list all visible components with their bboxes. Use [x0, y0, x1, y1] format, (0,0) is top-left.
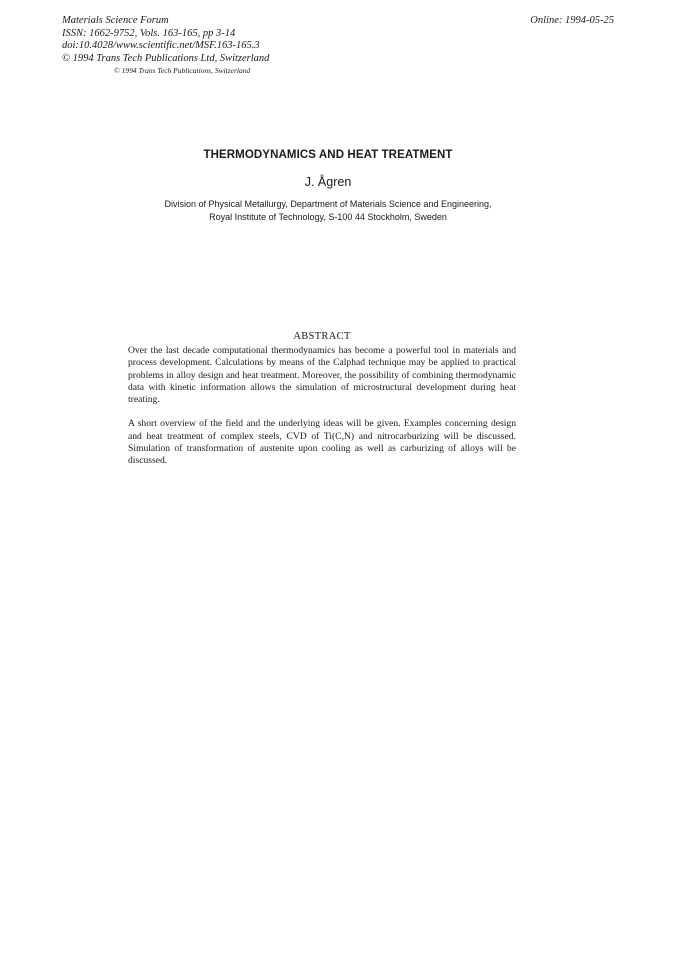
online-date: Online: 1994-05-25	[530, 15, 614, 26]
original-copyright: © 1994 Trans Tech Publications, Switzerland	[114, 66, 251, 75]
publication-metadata	[62, 15, 269, 65]
paper-author: J. Ågren	[304, 175, 352, 189]
paper-title: THERMODYNAMICS AND HEAT TREATMENT	[203, 149, 453, 161]
author-affiliation	[0, 198, 656, 223]
abstract-heading: ABSTRACT	[293, 331, 351, 342]
issn-line: ISSN: 1662-9752, Vols. 163-165, pp 3-14	[62, 27, 236, 39]
doi-line[interactable]: doi:10.4028/www.scientific.net/MSF.163-165.3	[62, 40, 260, 51]
abstract-paragraph-2: A short overview of the field and the underlying ideas will be given. Examples concerning design and heat treatment of complex steels, CVD of Ti(C,N) and nitrocarburizing will be discussed. Simulation of transformation of austenite upon cooling as well as carburizing of alloys will be discussed.	[128, 418, 516, 467]
journal-name: Materials Science Forum	[62, 15, 169, 26]
abstract-body	[128, 345, 516, 480]
copyright-line: © 1994 Trans Tech Publications Ltd, Switzerland	[62, 52, 270, 64]
affiliation-line-1: Division of Physical Metallurgy, Department of Materials Science and Engineering,	[164, 199, 492, 209]
affiliation-line-2: Royal Institute of Technology, S-100 44 Stockholm, Sweden	[209, 211, 447, 222]
abstract-paragraph-1: Over the last decade computational thermodynamics has become a powerful tool in materials and process development. Calculations by means of the Calphad technique may be applied to practical problems in alloy design and heat treatment. Moreover, the possibility of combining thermodynamic data with kinetic information allows the simulation of microstructural development during heat treating.	[128, 345, 516, 406]
